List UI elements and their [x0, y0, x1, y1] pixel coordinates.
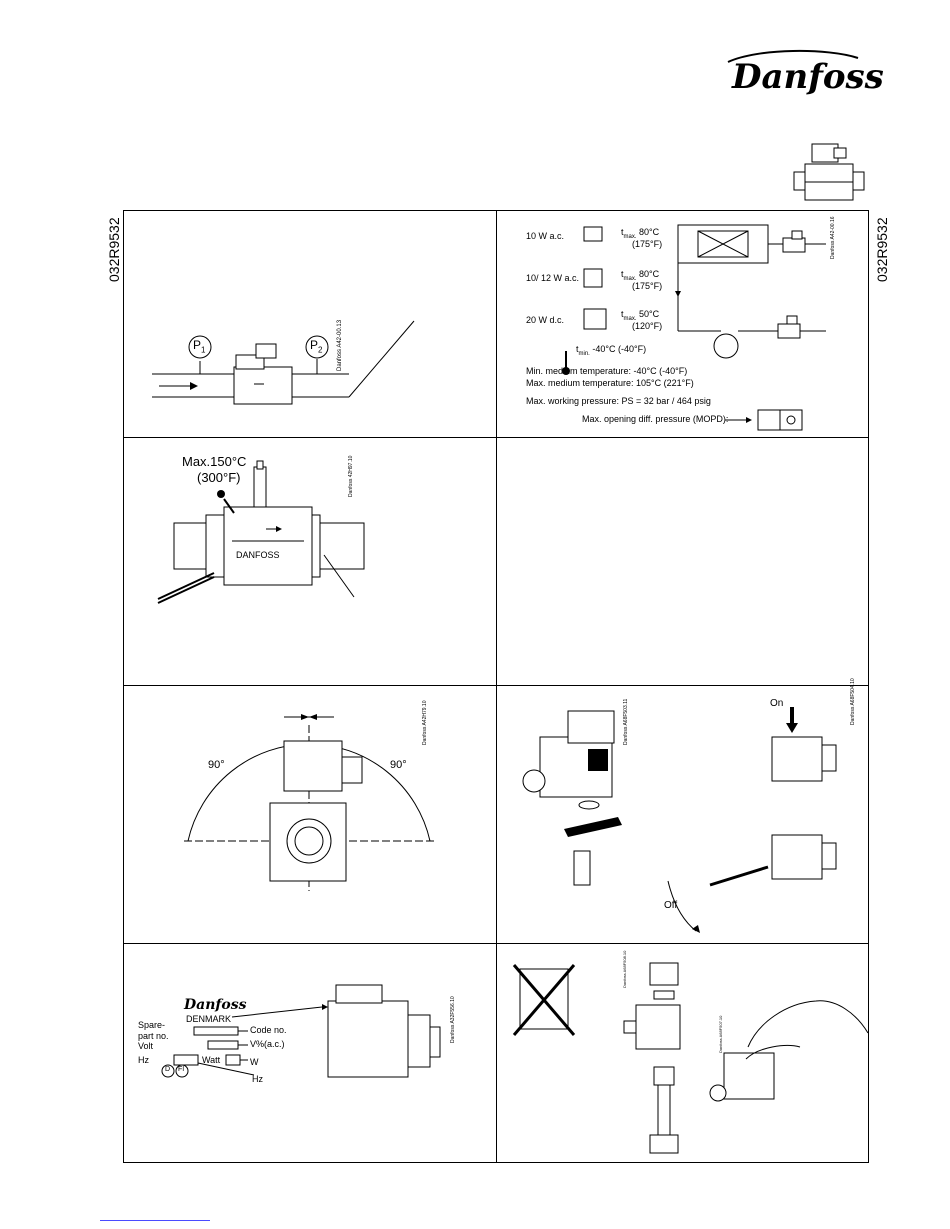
row-1012w-label: 10/ 12 W a.c. — [526, 273, 580, 283]
panel-nameplate — [124, 943, 495, 1162]
max-working-pressure: Max. working pressure: PS = 32 bar / 464 psig — [526, 396, 711, 406]
panel7-ref: Danfoss A32F556.10 — [450, 996, 456, 1043]
panel-disassembly — [496, 943, 868, 1162]
panel-empty — [496, 437, 868, 684]
panel6-ref2: Danfoss A68F504.10 — [850, 678, 856, 725]
hz-label: Hz — [138, 1055, 149, 1065]
code-no-label: Code no. — [250, 1025, 287, 1035]
row-10w-tmax: $t_{max.}$ 80°C — [621, 227, 660, 240]
min-medium-temp: Min. medium temperature: -40°C (-40°F) — [526, 366, 688, 376]
mopd-label: Max. opening diff. pressure (MOPD): — [582, 414, 729, 424]
watt-label: Watt — [202, 1055, 221, 1065]
doc-code-right: 032R9532 — [874, 217, 890, 282]
row-20w-tmax-f: (120°F) — [632, 321, 663, 331]
logo-text: Danfoss — [732, 57, 884, 97]
valve-brand-label: DANFOSS — [236, 550, 280, 560]
panel6-ref1: Danfoss A68F503.11 — [623, 698, 629, 745]
on-label: On — [770, 698, 784, 709]
max-temp-f-label: (300°F) — [197, 470, 241, 485]
spare-label: Spare- — [138, 1020, 166, 1030]
angle-right-label: 90° — [390, 759, 407, 771]
panel3-ref: Danfoss 42H97.10 — [348, 455, 354, 497]
panel1-ref: Danfoss A42-00.13 — [337, 319, 343, 371]
panel-brazing — [124, 437, 495, 684]
panel-coil-mounting — [496, 678, 868, 942]
panel8-ref1: Danfoss A68F508.10 — [622, 950, 627, 988]
volt-label: Volt — [138, 1041, 154, 1051]
row-10w-tmax-f: (175°F) — [632, 239, 663, 249]
part-no-label: part no. — [138, 1031, 169, 1041]
row-1012w-tmax: $t_{max.}$ 80°C — [621, 269, 660, 282]
panel-specifications — [496, 211, 868, 436]
w-label: W — [250, 1057, 259, 1067]
mark-fi: FI — [178, 1066, 185, 1073]
valve-thumbnail — [790, 140, 870, 210]
panel5-ref: Danfoss A42H79.10 — [422, 700, 428, 745]
max-medium-temp: Max. medium temperature: 105°C (221°F) — [526, 378, 694, 388]
row-1012w-tmax-f: (175°F) — [632, 281, 663, 291]
panel-installation — [124, 211, 495, 436]
mark-d: D — [165, 1066, 171, 1073]
row-20w-label: 20 W d.c. — [526, 315, 565, 325]
p1-label: $P_1$ — [193, 338, 206, 355]
nameplate-brand: Danfoss — [184, 997, 247, 1013]
nameplate-country: DENMARK — [186, 1014, 232, 1024]
off-label: Off — [664, 900, 678, 911]
panel8-ref2: Danfoss A68F507.10 — [718, 1015, 723, 1053]
panel2-ref: Danfoss A42-00.16 — [830, 216, 836, 259]
row-10w-label: 10 W a.c. — [526, 231, 565, 241]
doc-code-left: 032R9532 — [106, 217, 122, 282]
volt-tolerance: V%(a.c.) — [250, 1039, 285, 1049]
panel-mounting-angle — [124, 685, 495, 942]
row-20w-tmax: $t_{max.}$ 50°C — [621, 309, 660, 322]
angle-left-label: 90° — [208, 759, 225, 771]
p2-label: $P_2$ — [310, 338, 323, 355]
tmin-value: $t_{min.}$ -40°C (-40°F) — [576, 344, 647, 357]
max-temp-label: Max.150°C — [182, 454, 247, 469]
footer-rule — [100, 1220, 210, 1221]
hz2-label: Hz — [252, 1074, 263, 1084]
danfoss-logo — [718, 44, 884, 104]
